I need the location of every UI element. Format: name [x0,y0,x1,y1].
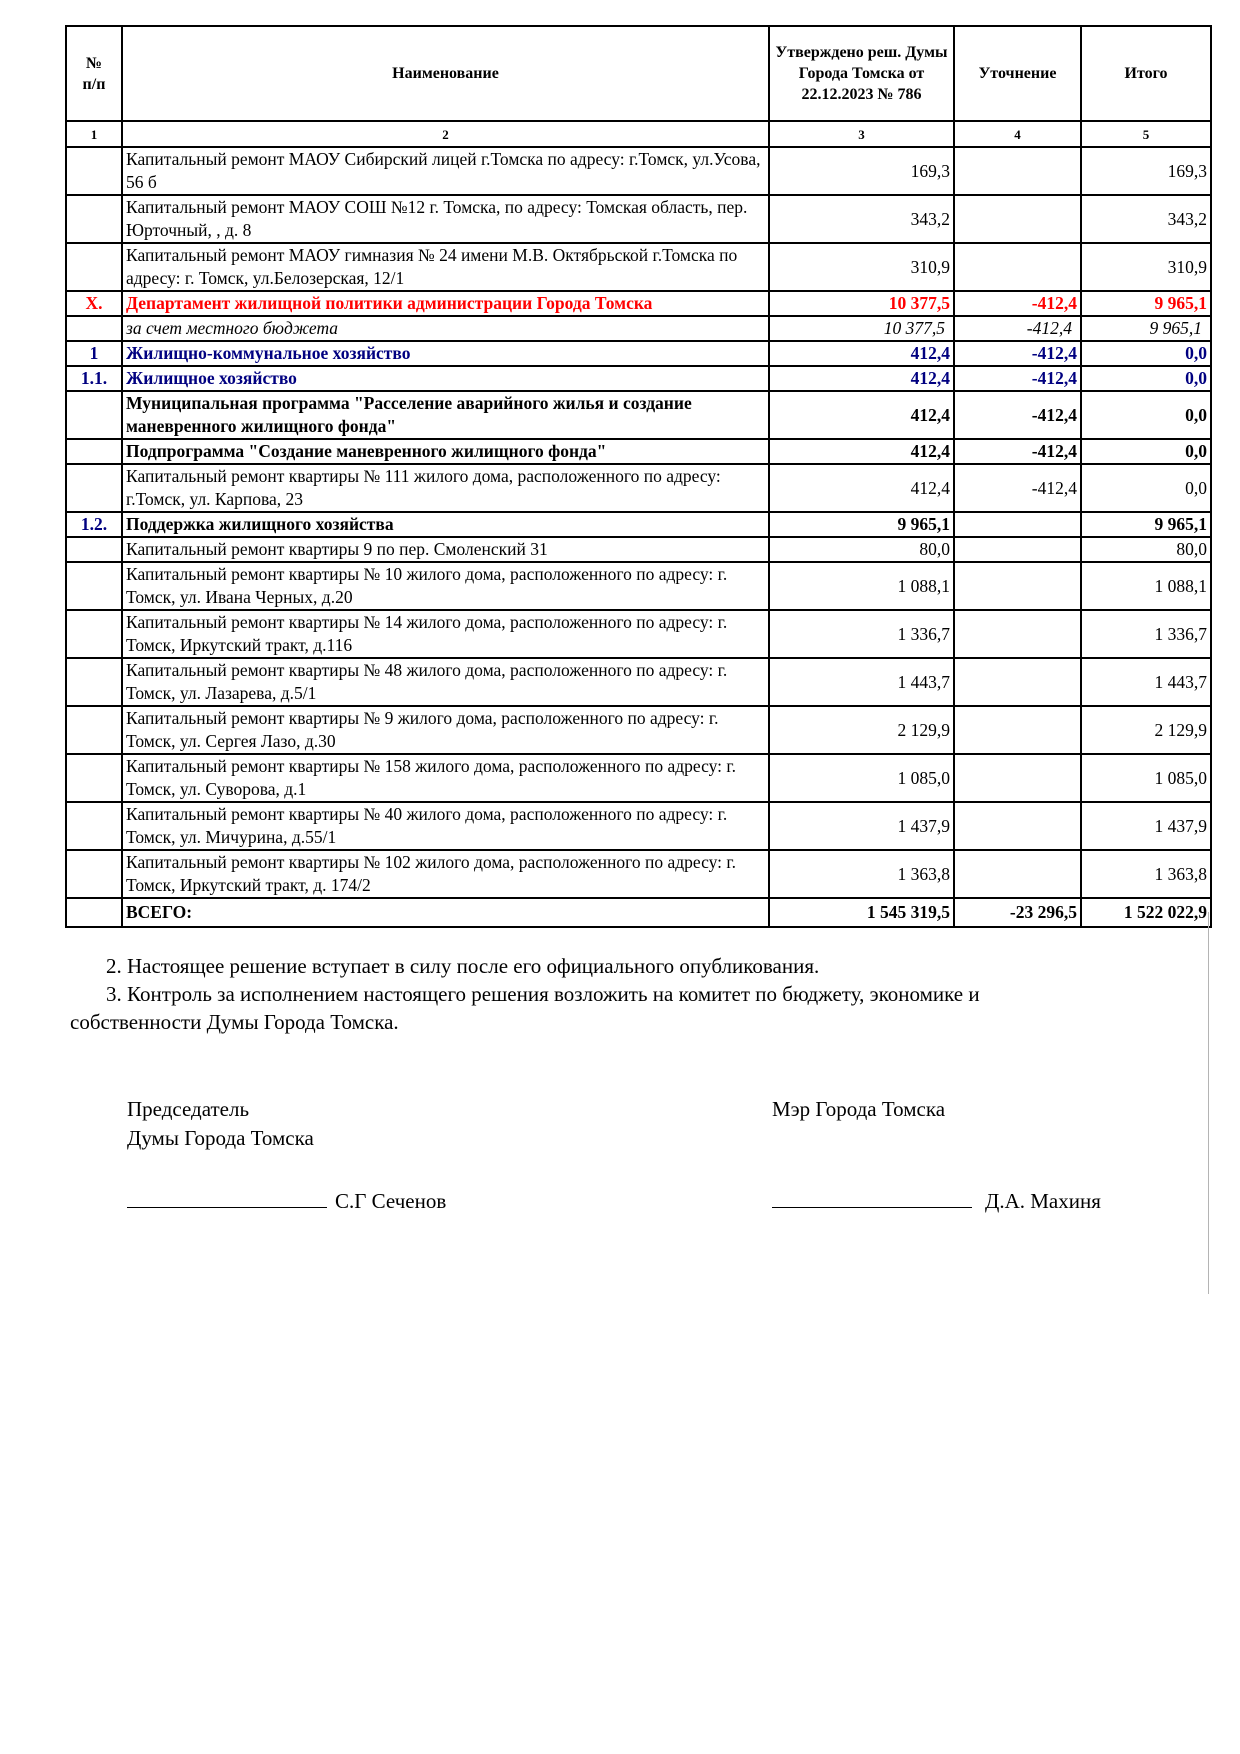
row-index [66,243,122,291]
row-approved: 10 377,5 [769,291,954,316]
row-index: 1.2. [66,512,122,537]
header-approved: Утверждено реш. Думы Города Томска от 22.12.2023 № 786 [769,26,954,121]
row-index: X. [66,291,122,316]
row-change: -412,4 [954,464,1081,512]
table-row [66,243,1211,291]
row-index [66,898,122,927]
row-approved: 412,4 [769,391,954,439]
row-total: 0,0 [1081,341,1211,366]
table-row [66,706,1211,754]
row-change: -412,4 [954,391,1081,439]
row-name: Капитальный ремонт квартиры № 9 жилого дома, расположенного по адресу: г. Томск, ул. Сергея Лазо, д.30 [122,706,769,754]
header-change: Уточнение [954,26,1081,121]
row-change [954,850,1081,898]
section-row [66,341,1211,366]
row-index: 1.1. [66,366,122,391]
row-index: 1 [66,341,122,366]
row-approved: 1 443,7 [769,658,954,706]
mayor-title: Мэр Города Томска [772,1097,946,1121]
row-change [954,802,1081,850]
row-approved: 412,4 [769,439,954,464]
row-total: 2 129,9 [1081,706,1211,754]
row-total: 9 965,1 [1081,316,1211,341]
table-row [66,464,1211,512]
row-change: -412,4 [954,316,1081,341]
row-change: -412,4 [954,366,1081,391]
row-index [66,537,122,562]
table-row [66,658,1211,706]
row-change: -412,4 [954,439,1081,464]
row-index [66,706,122,754]
table-row [66,802,1211,850]
header-num: № п/п [66,26,122,121]
row-name: Капитальный ремонт квартиры № 48 жилого дома, расположенного по адресу: г. Томск, ул. Лазарева, д.5/1 [122,658,769,706]
row-name: Капитальный ремонт квартиры № 14 жилого дома, расположенного по адресу: г. Томск, Иркутский тракт, д.116 [122,610,769,658]
row-approved: 1 363,8 [769,850,954,898]
row-name: Жилищно-коммунальное хозяйство [122,341,769,366]
row-index [66,802,122,850]
row-change: -412,4 [954,341,1081,366]
header-total: Итого [1081,26,1211,121]
row-name: Муниципальная программа "Расселение аварийного жилья и создание маневренного жилищного фонда" [122,391,769,439]
grand-total-row [66,898,1211,927]
page-edge-line [1208,912,1209,1294]
row-change [954,754,1081,802]
row-index [66,464,122,512]
subsection-row [66,366,1211,391]
row-change [954,195,1081,243]
chairman-title-line-1: Председатель [127,1097,250,1121]
program-row [66,391,1211,439]
chairman-signature [127,1187,446,1216]
grand-total-change: -23 296,5 [954,898,1081,927]
row-approved: 80,0 [769,537,954,562]
grand-total-approved: 1 545 319,5 [769,898,954,927]
row-total: 343,2 [1081,195,1211,243]
table-row [66,562,1211,610]
col-number: 5 [1081,121,1211,147]
row-approved: 412,4 [769,464,954,512]
row-total: 1 088,1 [1081,562,1211,610]
table-header-row [66,26,1211,121]
subsection-row [66,512,1211,537]
row-total: 9 965,1 [1081,512,1211,537]
row-total: 1 336,7 [1081,610,1211,658]
row-total: 0,0 [1081,391,1211,439]
row-change [954,147,1081,195]
grand-total-total: 1 522 022,9 [1081,898,1211,927]
signature-line [127,1187,327,1208]
grand-total-label: ВСЕГО: [122,898,769,927]
row-approved: 1 437,9 [769,802,954,850]
row-change: -412,4 [954,291,1081,316]
row-index [66,147,122,195]
col-number: 4 [954,121,1081,147]
row-approved: 1 088,1 [769,562,954,610]
paragraph-3-line-2: собственности Думы Города Томска. [70,1010,399,1034]
row-name: Капитальный ремонт квартиры № 111 жилого дома, расположенного по адресу: г.Томск, ул. Карпова, 23 [122,464,769,512]
row-name: Капитальный ремонт квартиры № 102 жилого дома, расположенного по адресу: г. Томск, Иркутский тракт, д. 174/2 [122,850,769,898]
row-approved: 169,3 [769,147,954,195]
table-row [66,610,1211,658]
row-total: 0,0 [1081,464,1211,512]
row-name: Капитальный ремонт квартиры № 10 жилого дома, расположенного по адресу: г. Томск, ул. Ивана Черных, д.20 [122,562,769,610]
row-approved: 310,9 [769,243,954,291]
row-index [66,610,122,658]
row-index [66,391,122,439]
row-change [954,562,1081,610]
chairman-title-line-2: Думы Города Томска [127,1126,314,1150]
row-name: Подпрограмма "Создание маневренного жилищного фонда" [122,439,769,464]
header-name: Наименование [122,26,769,121]
row-total: 0,0 [1081,366,1211,391]
row-name: Капитальный ремонт квартиры № 40 жилого дома, расположенного по адресу: г. Томск, ул. Мичурина, д.55/1 [122,802,769,850]
row-change [954,512,1081,537]
row-total: 1 443,7 [1081,658,1211,706]
row-total: 9 965,1 [1081,291,1211,316]
row-approved: 343,2 [769,195,954,243]
row-total: 310,9 [1081,243,1211,291]
row-index [66,195,122,243]
paragraph-2: 2. Настоящее решение вступает в силу после его официального опубликования. [106,954,820,978]
row-total: 1 437,9 [1081,802,1211,850]
row-approved: 412,4 [769,341,954,366]
column-number-row [66,121,1211,147]
row-total: 0,0 [1081,439,1211,464]
row-approved: 1 336,7 [769,610,954,658]
row-total: 169,3 [1081,147,1211,195]
table-row [66,850,1211,898]
row-total: 1 363,8 [1081,850,1211,898]
row-name: Капитальный ремонт МАОУ СОШ №12 г. Томска, по адресу: Томская область, пер. Юрточный, , д. 8 [122,195,769,243]
row-name: за счет местного бюджета [122,316,769,341]
row-approved: 9 965,1 [769,512,954,537]
funding-source-row [66,316,1211,341]
row-change [954,537,1081,562]
row-name: Капитальный ремонт квартиры 9 по пер. Смоленский 31 [122,537,769,562]
subprogram-row [66,439,1211,464]
budget-table [65,25,1212,928]
row-index [66,658,122,706]
row-change [954,706,1081,754]
chairman-name: С.Г Сеченов [335,1189,447,1213]
paragraph-3-line-1: 3. Контроль за исполнением настоящего решения возложить на комитет по бюджету, экономике и [106,982,980,1006]
col-number: 2 [122,121,769,147]
row-index [66,754,122,802]
row-approved: 1 085,0 [769,754,954,802]
row-index [66,850,122,898]
row-total: 1 085,0 [1081,754,1211,802]
row-name: Капитальный ремонт МАОУ гимназия № 24 имени М.В. Октябрьской г.Томска по адресу: г. Томск, ул.Белозерская, 12/1 [122,243,769,291]
row-name: Департамент жилищной политики администрации Города Томска [122,291,769,316]
row-name: Капитальный ремонт квартиры № 158 жилого дома, расположенного по адресу: г. Томск, ул. Суворова, д.1 [122,754,769,802]
row-change [954,658,1081,706]
table-row [66,537,1211,562]
row-index [66,316,122,341]
col-number: 3 [769,121,954,147]
row-name: Жилищное хозяйство [122,366,769,391]
row-name: Поддержка жилищного хозяйства [122,512,769,537]
mayor-name: Д.А. Махиня [985,1189,1101,1213]
table-row [66,195,1211,243]
row-change [954,243,1081,291]
row-change [954,610,1081,658]
row-approved: 10 377,5 [769,316,954,341]
row-index [66,562,122,610]
table-row [66,147,1211,195]
mayor-signature [772,1187,1101,1216]
row-name: Капитальный ремонт МАОУ Сибирский лицей г.Томска по адресу: г.Томск, ул.Усова, 56 б [122,147,769,195]
row-total: 80,0 [1081,537,1211,562]
row-approved: 412,4 [769,366,954,391]
department-row [66,291,1211,316]
row-approved: 2 129,9 [769,706,954,754]
col-number: 1 [66,121,122,147]
row-index [66,439,122,464]
table-row [66,754,1211,802]
signature-line [772,1187,972,1208]
